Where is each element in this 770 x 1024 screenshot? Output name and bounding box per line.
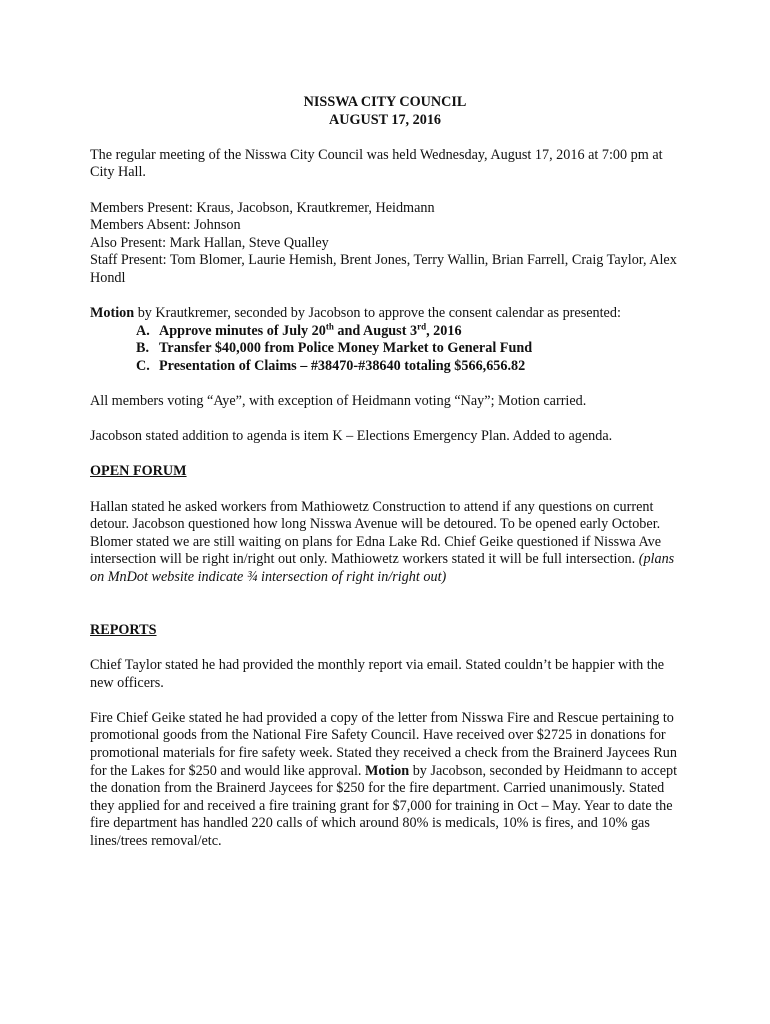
meeting-date: AUGUST 17, 2016 [328, 111, 442, 128]
consent-vote: All members voting “Aye”, with exception of Heidmann voting “Nay”; Motion carried. [90, 393, 587, 410]
consent-item-b: B. Transfer $40,000 from Police Money Market to General Fund [136, 340, 533, 357]
reports-heading: REPORTS [90, 621, 157, 638]
fire-motion-label: Motion [365, 762, 410, 779]
intro-paragraph: The regular meeting of the Nisswa City Council was held Wednesday, August 17, 2016 at 7:00 pm at City Hall. [90, 146, 663, 181]
police-report: Chief Taylor stated he had provided the monthly report via email. Stated couldn’t be happier with the new officers. [90, 657, 665, 691]
consent-items [90, 320, 680, 376]
council-title: NISSWA CITY COUNCIL [303, 94, 467, 110]
members-present: Members Present: Kraus, Jacobson, Krautkremer, Heidmann [90, 199, 435, 216]
mndot-note: (plans on MnDot website indicate ¾ intersection of right in/right out) [90, 551, 675, 586]
open-forum-heading: OPEN FORUM [90, 463, 187, 480]
staff-present: Staff Present: Tom Blomer, Laurie Hemish, Brent Jones, Terry Wallin, Brian Farrell, Craig Taylor, Alex Hondl [90, 252, 677, 286]
minutes-body [90, 94, 680, 851]
agenda-addition: Jacobson stated addition to agenda is item K – Elections Emergency Plan. Added to agenda. [90, 428, 613, 445]
members-absent: Members Absent: Johnson [90, 217, 241, 234]
also-present: Also Present: Mark Hallan, Steve Qualley [90, 234, 329, 251]
motion-text: by Krautkremer, seconded by Jacobson to approve the consent calendar as presented: [134, 305, 621, 322]
consent-item-c: C. Presentation of Claims – #38470-#38640 totaling $566,656.82 [136, 357, 526, 374]
consent-motion [90, 305, 680, 323]
open-forum-paragraph: Hallan stated he asked workers from Mathiowetz Construction to attend if any questions on current detour. Jacobson questioned how long Nisswa Avenue will be detoured. To be opened early October. Blomer stated we are still waiting on plans for Edna Lake Rd. Chief Geike questioned if Nisswa Ave intersection will be right in/right out only. Mathiowetz workers stated it will be full intersection. (plans on MnDot website indicate ¾ intersection of right in/right out) [90, 498, 675, 586]
motion-label: Motion [90, 305, 135, 322]
fire-report: Fire Chief Geike stated he had provided a copy of the letter from Nisswa Fire and Rescue pertaining to promotional goods from the National Fire Safety Council. Have received over $2725 in donations for promotional materials for fire safety week. Stated they received a check from the Brainerd Jaycees Run for the Lakes for $250 and would like approval. Motion by Jacobson, seconded by Heidmann to accept the donation from the Brainerd Jaycees for $250 for the fire department. Carried unanimously. Stated they applied for and received a fire training grant for $7,000 for training in Oct – May. Year to date the fire department has handled 220 calls of which around 80% is medicals, 10% is fires, and 10% gas lines/trees removal/etc. [90, 709, 678, 849]
consent-item-a: A. Approve minutes of July 20th and August 3rd, 2016 [136, 320, 462, 339]
